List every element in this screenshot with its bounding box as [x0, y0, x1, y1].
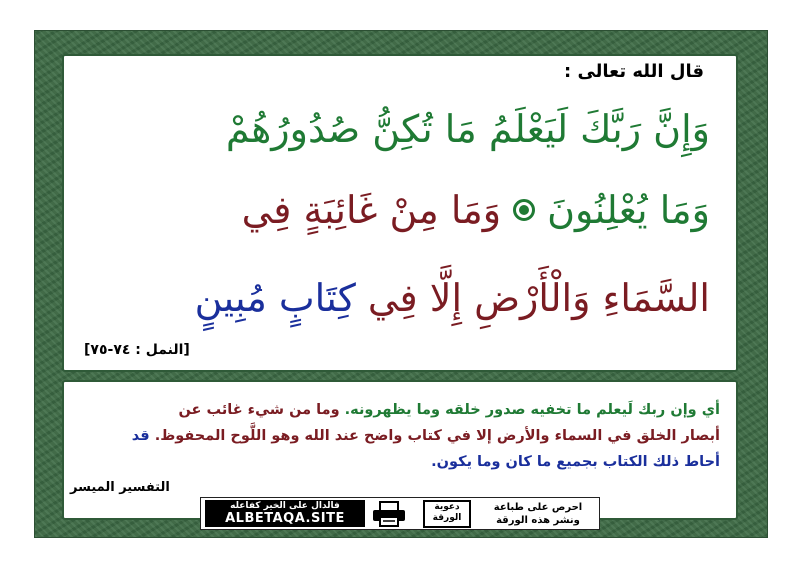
verse-reference: [النمل : ٧٤-٧٥]: [84, 342, 190, 358]
tafsir-line-1: [80, 397, 720, 423]
tafsir-line-2: [80, 423, 720, 449]
verse-intro: قال الله تعالى :: [563, 61, 704, 82]
footer-print-note: احرص على طباعة ونشر هذه الورقة: [493, 502, 583, 526]
footer-site-url[interactable]: ALBETAQA.SITE: [225, 511, 345, 526]
tafsir-line-2-blue: قد: [131, 428, 150, 444]
verse-line-2: [241, 188, 710, 232]
logo-daawiya: دعوية الورقة: [423, 500, 471, 528]
tafsir-line-1-maroon: وما من شيء غائب عن: [178, 402, 340, 418]
tafsir-source: التفسير الميسر: [70, 480, 170, 495]
tafsir-line-3: أحاط ذلك الكتاب بجميع ما كان وما يكون.: [431, 454, 720, 470]
ayah-end-icon: [513, 199, 535, 221]
verse-line-3-blue: كِتَابٍ مُبِينٍ: [194, 276, 356, 320]
verse-line-1: وَإِنَّ رَبَّكَ لَيَعْلَمُ مَا تُكِنُّ صُدُورُهُمْ: [225, 107, 710, 151]
verse-line-2-maroon: وَمَا مِنْ غَائِبَةٍ فِي: [241, 188, 502, 232]
tafsir-text: [80, 397, 720, 475]
verse-line-2-green: وَمَا يُعْلِنُونَ: [547, 188, 710, 232]
printer-icon: [371, 501, 407, 527]
footer-site-box[interactable]: [205, 500, 365, 527]
verse-line-3: [194, 276, 710, 320]
footer-bar: [200, 497, 600, 530]
verse-line-3-maroon: السَّمَاءِ وَالْأَرْضِ إِلَّا فِي: [367, 276, 710, 320]
tafsir-line-1-green: أي وإن ربك لَيعلم ما تخفيه صدور خلقه وما يظهرونه.: [344, 402, 720, 418]
footer-hadith: فالدال على الخير كفاعله: [230, 501, 340, 511]
tafsir-line-2-maroon: أبصار الخلق في السماء والأرض إلا في كتاب واضح عند الله وهو اللَّوح المحفوظ.: [154, 428, 720, 444]
